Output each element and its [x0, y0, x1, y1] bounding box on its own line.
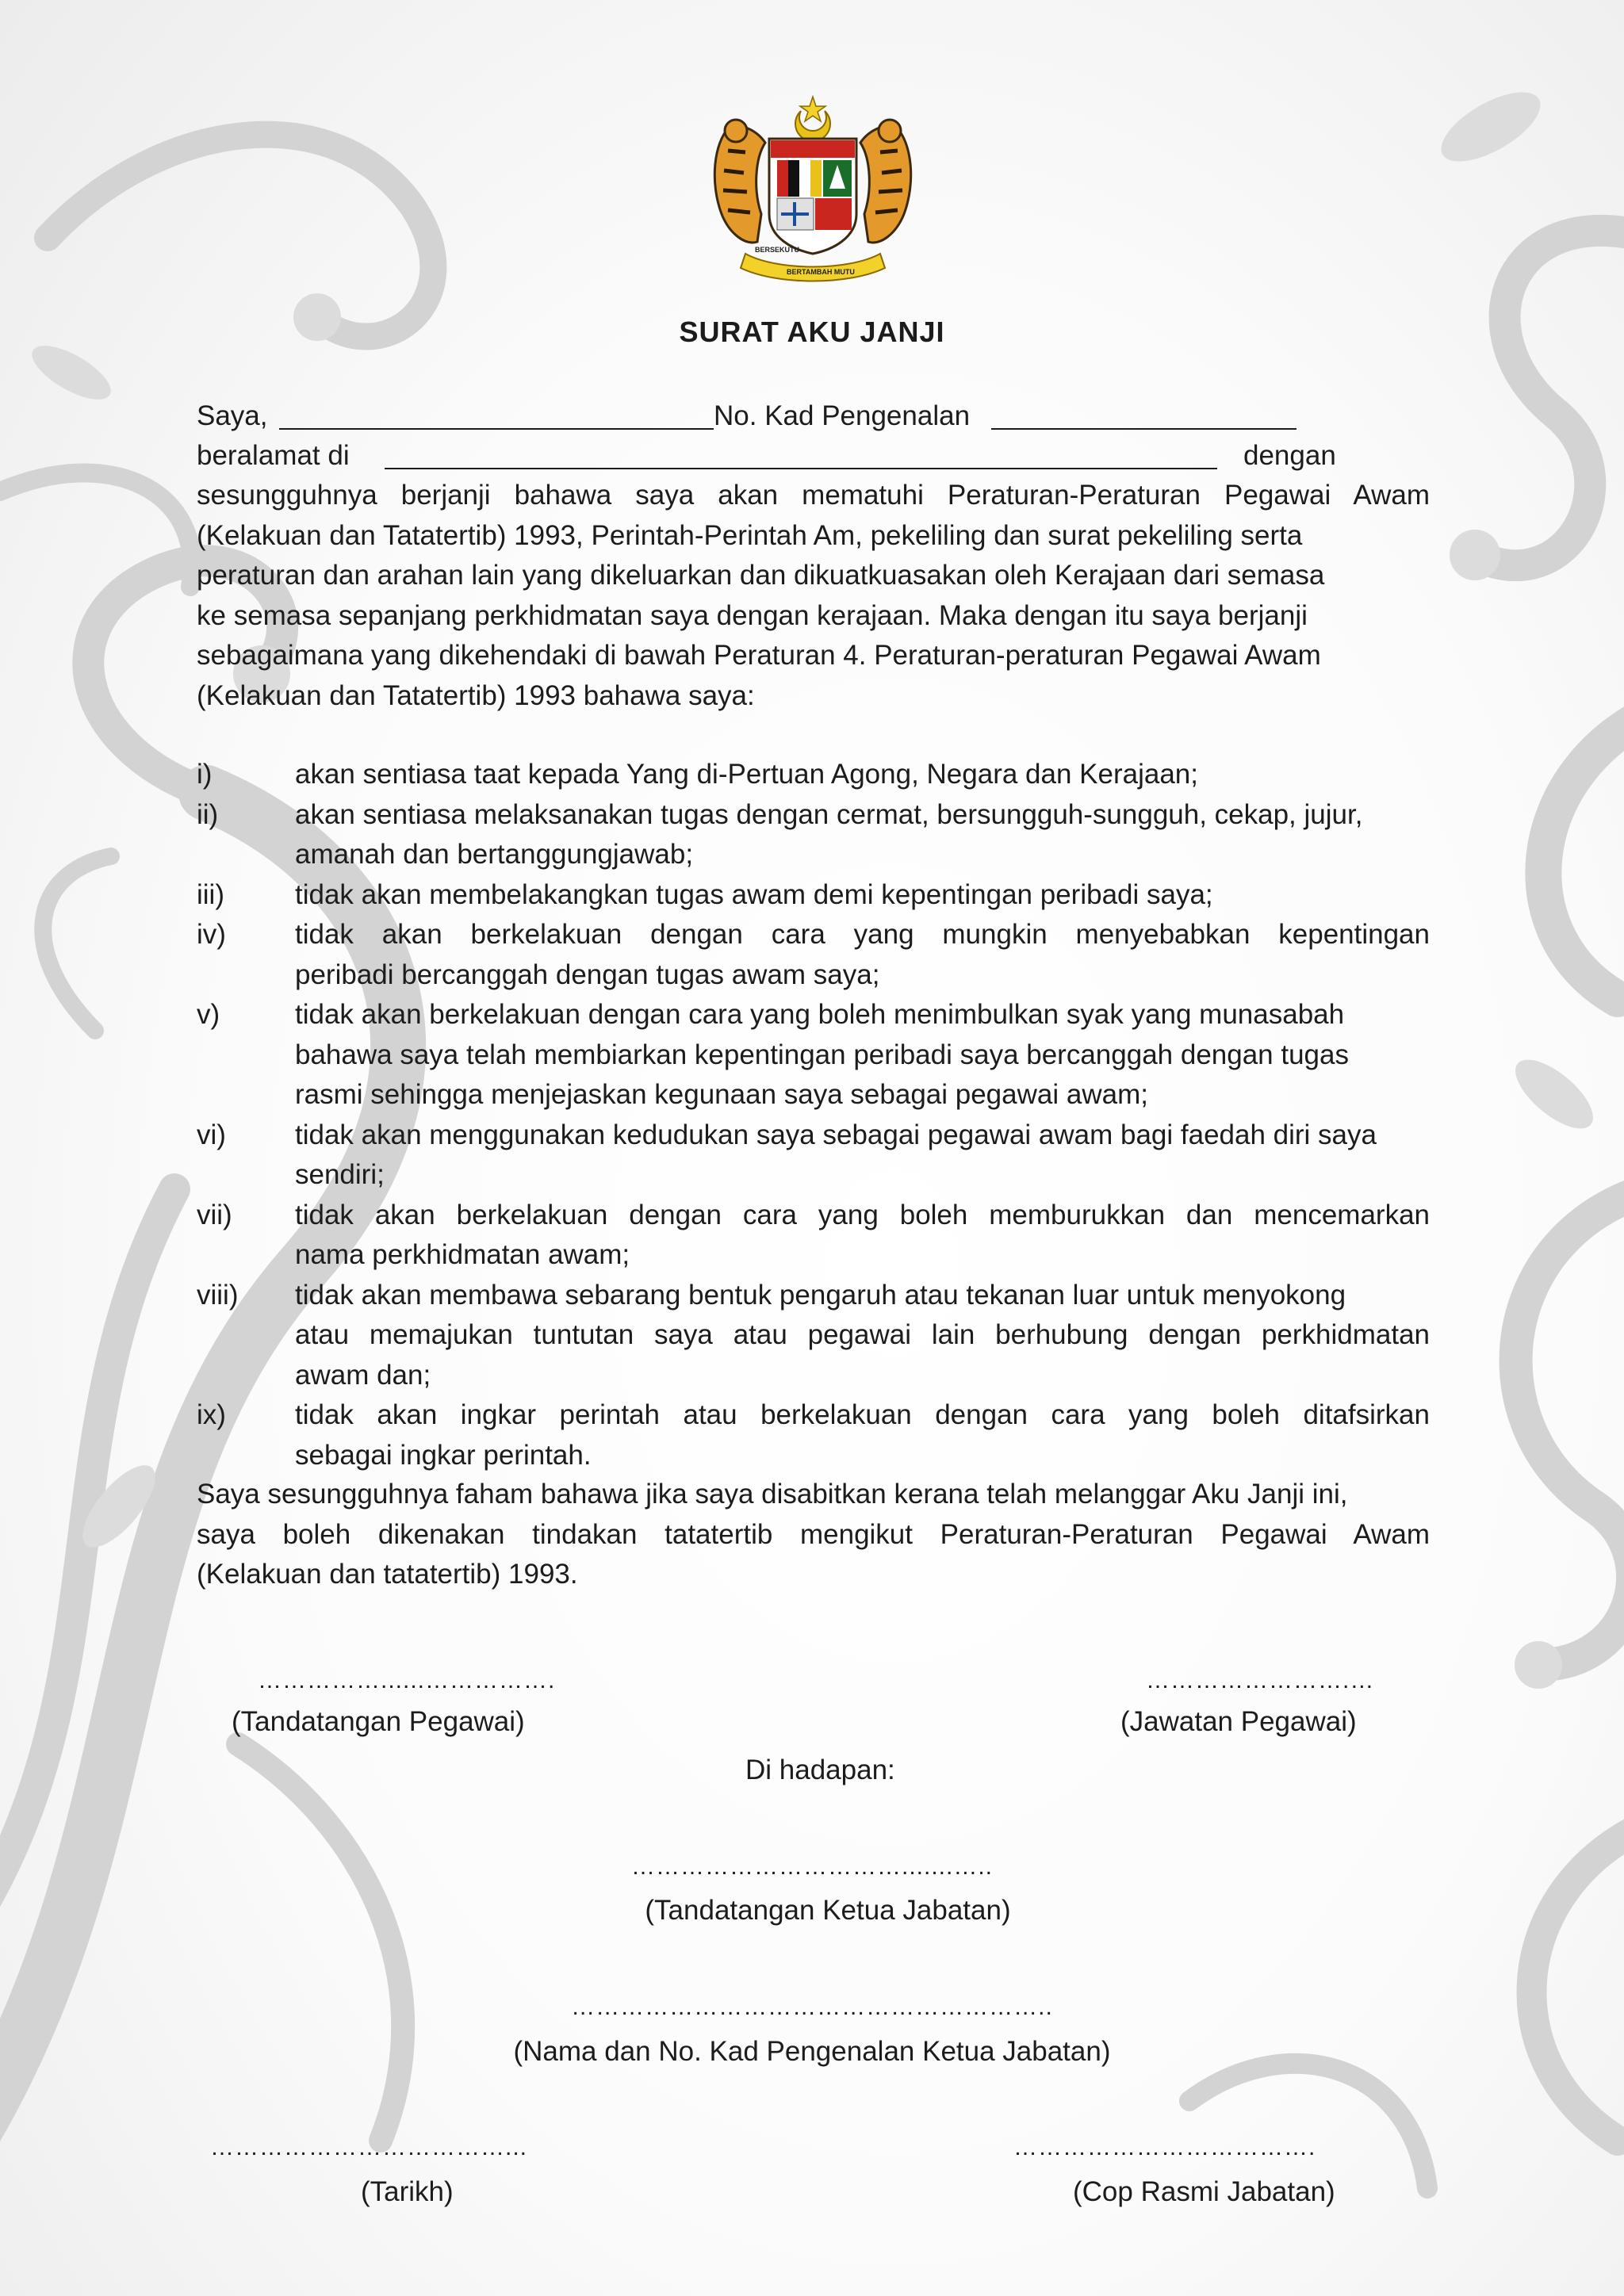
- intro-line: (Kelakuan dan Tatatertib) 1993 bahawa saya:: [197, 679, 755, 711]
- head-name-label: (Nama dan No. Kad Pengenalan Ketua Jabatan): [513, 2036, 1111, 2067]
- list-item: [197, 1395, 1430, 1475]
- list-item: [197, 875, 1430, 916]
- item-text: tidak akan membawa sebarang bentuk pengaruh atau tekanan luar untuk menyokong: [295, 1279, 1346, 1311]
- item-number: vii): [197, 1199, 232, 1230]
- officer-signature-line[interactable]: ……………......…………….: [258, 1667, 556, 1693]
- address-label: beralamat di: [197, 440, 350, 471]
- witness-heading: Di hadapan:: [745, 1755, 895, 1785]
- intro-paragraph: [197, 476, 1430, 716]
- head-signature-line[interactable]: …………………………….......…..: [630, 1854, 993, 1880]
- closing-line: saya boleh dikenakan tindakan tatatertib mengikut Peraturan-Peraturan Pegawai Awam: [197, 1518, 1430, 1550]
- item-text: amanah dan bertanggungjawab;: [295, 839, 694, 870]
- item-text: tidak akan berkelakuan dengan cara yang boleh memburukkan dan mencemarkan: [295, 1199, 1430, 1230]
- item-text: nama perkhidmatan awam;: [295, 1239, 630, 1270]
- item-number: v): [197, 999, 220, 1030]
- address-field[interactable]: [385, 468, 1217, 469]
- tiger-left-icon: [714, 120, 765, 243]
- item-number: viii): [197, 1279, 239, 1311]
- tiger-right-icon: [860, 120, 911, 243]
- address-after-label: dengan: [1243, 440, 1336, 471]
- crest-motto-left: BERSEKUTU: [755, 246, 800, 254]
- intro-line: peraturan dan arahan lain yang dikeluarkan dan dikuatkuasakan oleh Kerajaan dari semasa: [197, 560, 1325, 591]
- officer-signature-label: (Tandatangan Pegawai): [232, 1706, 525, 1737]
- item-text: awam dan;: [295, 1359, 431, 1391]
- head-signature-label: (Tandatangan Ketua Jabatan): [645, 1895, 1011, 1926]
- stamp-line[interactable]: ……………………………….: [1013, 2134, 1316, 2160]
- name-field[interactable]: [279, 428, 714, 430]
- item-text: tidak akan menggunakan kedudukan saya sebagai pegawai awam bagi faedah diri saya: [295, 1119, 1377, 1150]
- item-text: peribadi bercanggah dengan tugas awam saya;: [295, 959, 880, 990]
- item-number: vi): [197, 1119, 226, 1150]
- list-item: [197, 915, 1430, 995]
- item-text: tidak akan ingkar perintah atau berkelakuan dengan cara yang boleh ditafsirkan: [295, 1399, 1430, 1430]
- head-name-line[interactable]: …………………………………………………..: [571, 1994, 1053, 2020]
- closing-line: (Kelakuan dan tatatertib) 1993.: [197, 1559, 578, 1590]
- document-title: SURAT AKU JANJI: [679, 316, 945, 348]
- name-label: Saya,: [197, 400, 268, 431]
- stamp-label: (Cop Rasmi Jabatan): [1073, 2176, 1335, 2207]
- item-text: akan sentiasa melaksanakan tugas dengan cermat, bersungguh-sungguh, cekap, jujur,: [295, 798, 1363, 830]
- closing-paragraph: [197, 1475, 1430, 1595]
- intro-line: sebagaimana yang dikehendaki di bawah Peraturan 4. Peraturan-peraturan Pegawai Awam: [197, 640, 1321, 671]
- item-number: ix): [197, 1399, 226, 1430]
- officer-post-line[interactable]: …………………….…: [1146, 1667, 1375, 1693]
- item-number: ii): [197, 798, 219, 830]
- item-text: sebagai ingkar perintah.: [295, 1439, 592, 1471]
- intro-line: sesungguhnya berjanji bahawa saya akan mematuhi Peraturan-Peraturan Pegawai Awam: [197, 480, 1430, 511]
- item-text: akan sentiasa taat kepada Yang di-Pertuan Agong, Negara dan Kerajaan;: [295, 759, 1198, 790]
- list-item: [197, 1276, 1430, 1396]
- date-line[interactable]: ………………………………...: [210, 2134, 528, 2160]
- date-label: (Tarikh): [361, 2176, 454, 2207]
- item-number: i): [197, 759, 213, 790]
- item-text: rasmi sehingga menjejaskan kegunaan saya sebagai pegawai awam;: [295, 1079, 1148, 1110]
- list-item: [197, 1196, 1430, 1276]
- item-text: tidak akan berkelakuan dengan cara yang boleh menimbulkan syak yang munasabah: [295, 999, 1345, 1030]
- coat-of-arms-emblem: [698, 95, 928, 285]
- crest-motto-right: BERTAMBAH MUTU: [787, 268, 855, 276]
- closing-line: Saya sesungguhnya faham bahawa jika saya disabitkan kerana telah melanggar Aku Janji ini,: [197, 1479, 1348, 1510]
- ic-label: No. Kad Pengenalan: [714, 400, 971, 431]
- intro-line: ke semasa sepanjang perkhidmatan saya dengan kerajaan. Maka dengan itu saya berjanji: [197, 599, 1308, 631]
- list-item: [197, 755, 1430, 795]
- item-text: tidak akan berkelakuan dengan cara yang mungkin menyebabkan kepentingan: [295, 919, 1430, 950]
- list-item: [197, 795, 1430, 875]
- intro-line: (Kelakuan dan Tatatertib) 1993, Perintah-Perintah Am, pekeliling dan surat pekeliling serta: [197, 519, 1303, 551]
- list-item: [197, 995, 1430, 1115]
- item-text: tidak akan membelakangkan tugas awam demi kepentingan peribadi saya;: [295, 878, 1213, 910]
- list-item: [197, 1115, 1430, 1196]
- ic-number-field[interactable]: [991, 428, 1297, 430]
- item-text: atau memajukan tuntutan saya atau pegawai lain berhubung dengan perkhidmatan: [295, 1319, 1430, 1350]
- item-number: iv): [197, 919, 226, 950]
- item-number: iii): [197, 878, 224, 910]
- officer-post-label: (Jawatan Pegawai): [1120, 1706, 1357, 1737]
- item-text: sendiri;: [295, 1159, 385, 1190]
- pledge-list: [197, 755, 1430, 1475]
- item-text: bahawa saya telah membiarkan kepentingan peribadi saya bercanggah dengan tugas: [295, 1039, 1349, 1070]
